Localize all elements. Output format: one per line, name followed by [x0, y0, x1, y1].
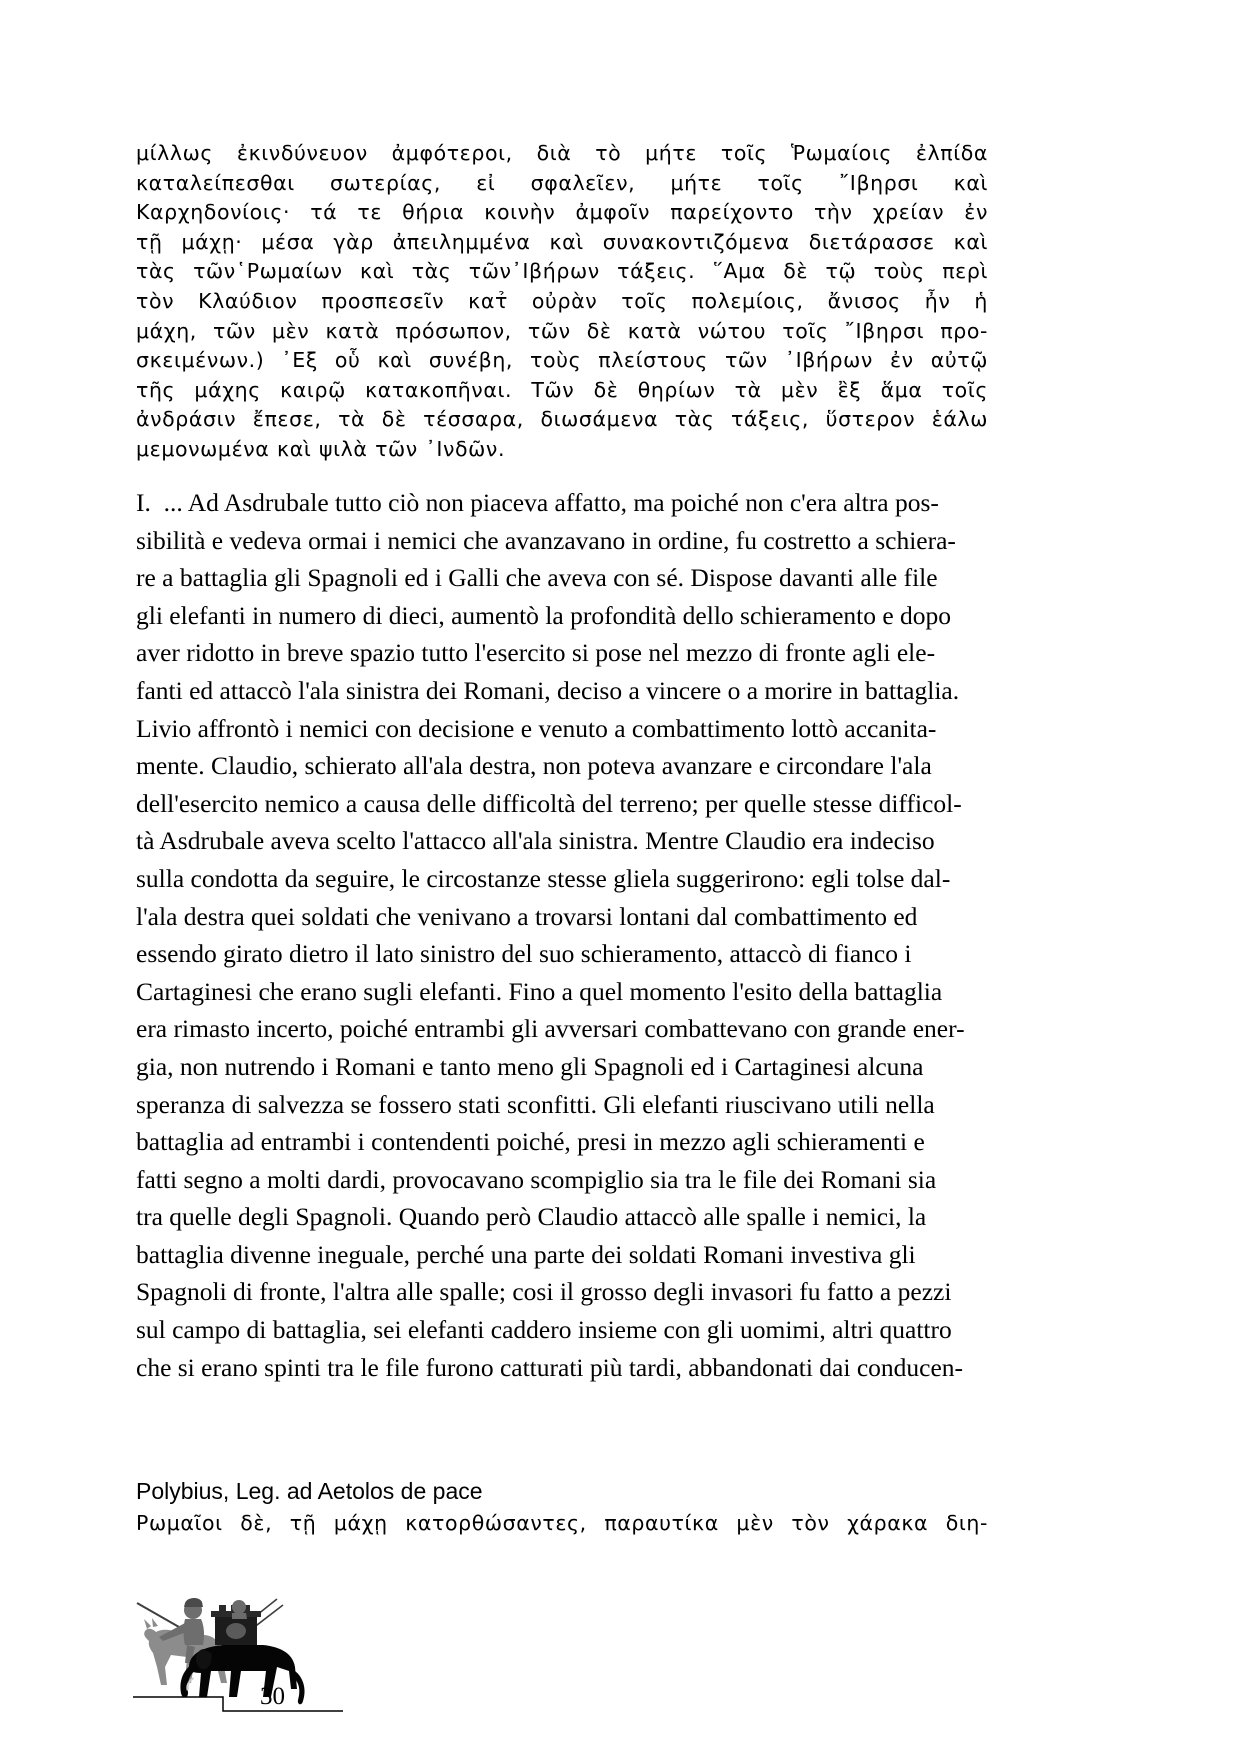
body-line: fatti segno a molti dardi, provocavano scompiglio sia tra le file dei Romani sia — [136, 1164, 937, 1194]
body-line: l'ala destra quei soldati che venivano a trovarsi lontani dal combattimento ed — [136, 901, 918, 931]
body-line: tra quelle degli Spagnoli. Quando però Claudio attaccò alle spalle i nemici, la — [136, 1202, 927, 1232]
body-line: Livio affrontò i nemici con decisione e venuto a combattimento lottò accanita- — [136, 713, 937, 743]
body-line: sulla condotta da seguire, le circostanze stesse gliela suggerirono: egli tolse dal- — [136, 863, 951, 893]
italian-body-paragraph — [136, 484, 988, 1386]
greek-line — [136, 317, 988, 347]
footer-rule — [133, 1697, 343, 1711]
body-line: speranza di salvezza se fossero stati sconfitti. Gli elefanti riuscivano utili nella — [136, 1089, 935, 1119]
greek-line — [136, 1509, 988, 1539]
greek-line — [136, 405, 988, 435]
body-line: dell'esercito nemico a causa delle difficoltà del terreno; per quelle stesse difficol- — [136, 788, 962, 818]
elephant-shape — [180, 1645, 304, 1704]
greek-line-text: μεμονωμένα καὶ ψιλὰ τῶν ᾿Ινδῶν. — [136, 436, 506, 461]
body-line: era rimasto incerto, poiché entrambi gli avversari combattevano con grande ener- — [136, 1014, 965, 1044]
source-heading: Polybius, Leg. ad Aetolos de pace — [136, 1478, 483, 1504]
greek-line-text: τῇ μάχῃ· μέσα γὰρ ἀπειλημμένα καὶ συνακοντιζόμενα διετάρασσε καὶ — [136, 229, 988, 254]
greek-line-text: Ρωμαῖοι δὲ, τῇ μάχῃ κατορθώσαντες, παραυτίκα μὲν τὸν χάρακα διη- — [136, 1511, 988, 1535]
body-line: che si erano spinti tra le file furono catturati più tardi, abbandonati dai conducen- — [136, 1352, 964, 1382]
greek-quotation-bottom — [136, 1509, 988, 1539]
howdah-crew-shape — [232, 1600, 247, 1619]
greek-line — [136, 376, 988, 406]
body-line: mente. Claudio, schierato all'ala destra, non poteva avanzare e circondare l'ala — [136, 751, 932, 781]
body-line: battaglia divenne ineguale, perché una parte dei soldati Romani investiva gli — [136, 1239, 916, 1269]
body-line: Spagnoli di fronte, l'altra alle spalle; cosi il grosso degli invasori fu fatto a pezzi — [136, 1277, 952, 1307]
greek-line — [136, 198, 988, 228]
body-line: sibilità e vedeva ormai i nemici che avanzavano in ordine, fu costretto a schiera- — [136, 525, 956, 555]
greek-line — [136, 139, 988, 169]
body-line: essendo girato dietro il lato sinistro del suo schieramento, attaccò di fianco i — [136, 939, 912, 969]
greek-line-text: σκειμένων.) ᾿Εξ οὗ καὶ συνέβη, τοὺς πλείστους τῶν ᾿Ιβήρων ἐν αὐτῷ — [136, 348, 988, 373]
greek-line-text: ἀνδράσιν ἔπεσε, τὰ δὲ τέσσαρα, διωσάμενα τὰς τάξεις, ὕστερον ἑάλω — [136, 407, 988, 432]
greek-quotation-top — [136, 139, 988, 465]
greek-line — [136, 287, 988, 317]
body-line: gli elefanti in numero di dieci, aumentò la profondità dello schieramento e dopo — [136, 600, 952, 630]
greek-line — [136, 346, 988, 376]
greek-line-text: μίλλως ἐκινδύνευον ἀμφότεροι, διὰ τὸ μήτε τοῖς Ῥωμαίοις ἐλπίδα — [136, 141, 988, 165]
page-footer — [131, 1593, 611, 1733]
greek-line — [136, 257, 988, 287]
greek-line-text: τῆς μάχης καιρῷ κατακοπῆναι. Τῶν δὲ θηρίων τὰ μὲν ἒξ ἅμα τοῖς — [136, 377, 988, 402]
body-line: battaglia ad entrambi i contendenti poiché, presi in mezzo agli schieramenti e — [136, 1127, 925, 1157]
body-line: I. ... Ad Asdrubale tutto ciò non piaceva affatto, ma poiché non c'era altra pos- — [136, 488, 939, 517]
body-line: aver ridotto in breve spazio tutto l'esercito si pose nel mezzo di fronte agli ele- — [136, 638, 936, 668]
body-line: fanti ed attaccò l'ala sinistra dei Romani, deciso a vincere o a morire in battaglia. — [136, 675, 960, 705]
greek-line-text: καταλείπεσθαι σωτερίας, εἰ σφαλεῖεν, μήτε τοῖς ῎Ιβηρσι καὶ — [136, 170, 988, 195]
greek-line-text: Καρχηδονίοις· τά τε θήρια κοινὴν ἀμφοῖν παρείχοντο τὴν χρείαν ἐν — [136, 200, 988, 225]
greek-line — [136, 228, 988, 258]
body-line: tà Asdrubale aveva scelto l'attacco all'ala sinistra. Mentre Claudio era indeciso — [136, 826, 935, 856]
body-line: sul campo di battaglia, sei elefanti caddero insieme con gli uomimi, altri quattro — [136, 1315, 952, 1345]
greek-line-text: τὰς τῶν῾Ρωμαίων καὶ τὰς τῶν᾿Ιβήρων τάξεις. ῞Αμα δὲ τῷ τοὺς περὶ — [136, 259, 988, 284]
page-number: 30 — [260, 1683, 285, 1710]
greek-line-text: μάχη, τῶν μὲν κατὰ πρόσωπον, τῶν δὲ κατὰ νώτου τοῖς ῎Ιβηρσι προ- — [136, 318, 988, 343]
body-line: gia, non nutrendo i Romani e tanto meno gli Spagnoli ed i Cartaginesi alcuna — [136, 1051, 924, 1081]
greek-line-text: τὸν Κλαύδιον προσπεσεῖν κατ̉ οὐρὰν τοῖς πολεμίοις, ἄνισος ἦν ἡ — [136, 288, 988, 313]
body-line: Cartaginesi che erano sugli elefanti. Fino a quel momento l'esito della battaglia — [136, 976, 943, 1006]
greek-line — [136, 169, 988, 199]
helmet-shape — [184, 1598, 203, 1607]
body-line: re a battaglia gli Spagnoli ed i Galli che aveva con sé. Dispose davanti alle file — [136, 563, 938, 593]
greek-line — [136, 435, 988, 465]
